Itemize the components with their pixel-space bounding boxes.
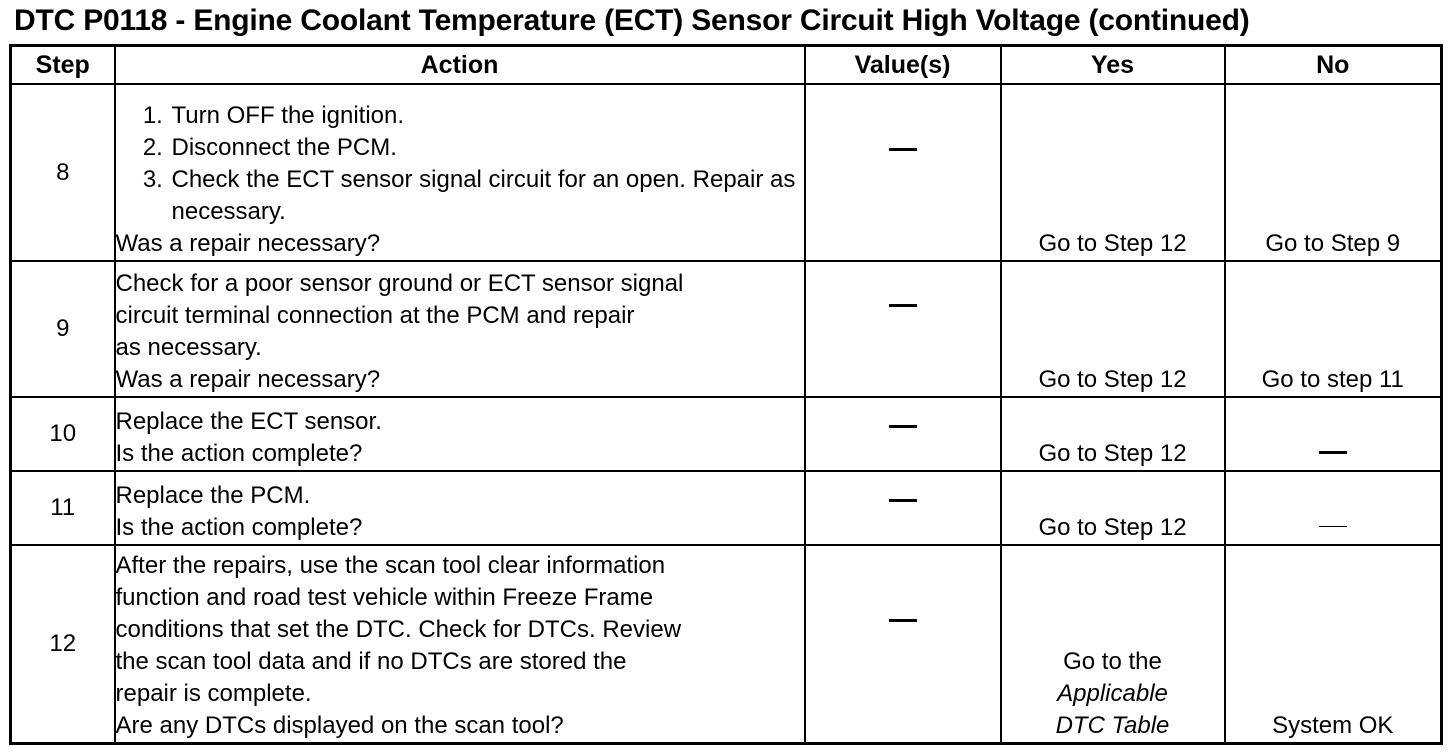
dtc-table [9,44,1443,745]
page-title: DTC P0118 - Engine Coolant Temperature (ECT) Sensor Circuit High Voltage (continued) [14,4,1250,37]
action-text-line: Replace the PCM. [115,482,311,509]
dash-mark [889,148,917,151]
no-cell [1225,397,1442,471]
substep: 1. Turn OFF the ignition. [170,100,804,132]
yes-text-line: DTC Table [1055,711,1170,739]
no-cell [1225,471,1442,545]
yes-text-line: Go to the [1063,647,1162,675]
substep: 3. Check the ECT sensor signal circuit for an open. Repair as necessary. [170,164,804,228]
value-cell [805,84,1001,261]
value-cell [805,471,1001,545]
header-values: Value(s) [805,46,1001,85]
table-row [11,545,1442,743]
dash-mark [889,425,917,428]
yes-cell [1001,545,1225,743]
yes-cell: Go to Step 12 [1001,397,1225,471]
action-question: Was a repair necessary? [115,366,381,393]
action-text-line: repair is complete. [115,679,312,707]
value-cell [805,261,1001,397]
dash-mark [1319,526,1347,527]
step-number: 8 [11,84,115,261]
table-header-row [11,46,1442,85]
action-text-line: the scan tool data and if no DTCs are stored the [115,647,627,675]
dash-mark [889,304,917,307]
action-text-line: Check for a poor sensor ground or ECT sensor signal [115,270,684,297]
step-number: 9 [11,261,115,397]
step-number: 11 [11,471,115,545]
action-cell [115,84,805,261]
header-no: No [1225,46,1442,85]
table-row [11,471,1442,545]
no-cell: System OK [1225,545,1442,743]
action-text-line: After the repairs, use the scan tool clear information [115,551,666,579]
no-cell: Go to step 11 [1225,261,1442,397]
yes-cell: Go to Step 12 [1001,84,1225,261]
action-cell [115,397,805,471]
value-cell [805,545,1001,743]
substep-list [116,100,804,228]
action-cell [115,545,805,743]
table-row [11,397,1442,471]
header-step: Step [11,46,115,85]
yes-cell: Go to Step 12 [1001,261,1225,397]
action-question: Was a repair necessary? [115,230,381,257]
action-cell [115,261,805,397]
substep: 2. Disconnect the PCM. [170,132,804,164]
no-cell: Go to Step 9 [1225,84,1442,261]
action-text-line: as necessary. [115,334,262,361]
value-cell [805,397,1001,471]
action-question: Are any DTCs displayed on the scan tool? [115,711,564,739]
action-cell [115,471,805,545]
step-number: 10 [11,397,115,471]
dash-mark [889,619,917,622]
table-row [11,84,1442,261]
action-question: Is the action complete? [115,440,363,467]
action-text-line: function and road test vehicle within Freeze Frame [115,583,654,611]
table-row [11,261,1442,397]
action-text-line: Replace the ECT sensor. [115,408,382,435]
header-action: Action [115,46,805,85]
yes-cell: Go to Step 12 [1001,471,1225,545]
action-text-line: circuit terminal connection at the PCM and repair [115,302,635,329]
dash-mark [1319,451,1347,454]
dash-mark [889,499,917,502]
action-text-line: conditions that set the DTC. Check for DTCs. Review [115,615,682,643]
step-number: 12 [11,545,115,743]
header-yes: Yes [1001,46,1225,85]
action-question: Is the action complete? [115,514,363,541]
yes-text-line: Applicable [1057,679,1168,707]
